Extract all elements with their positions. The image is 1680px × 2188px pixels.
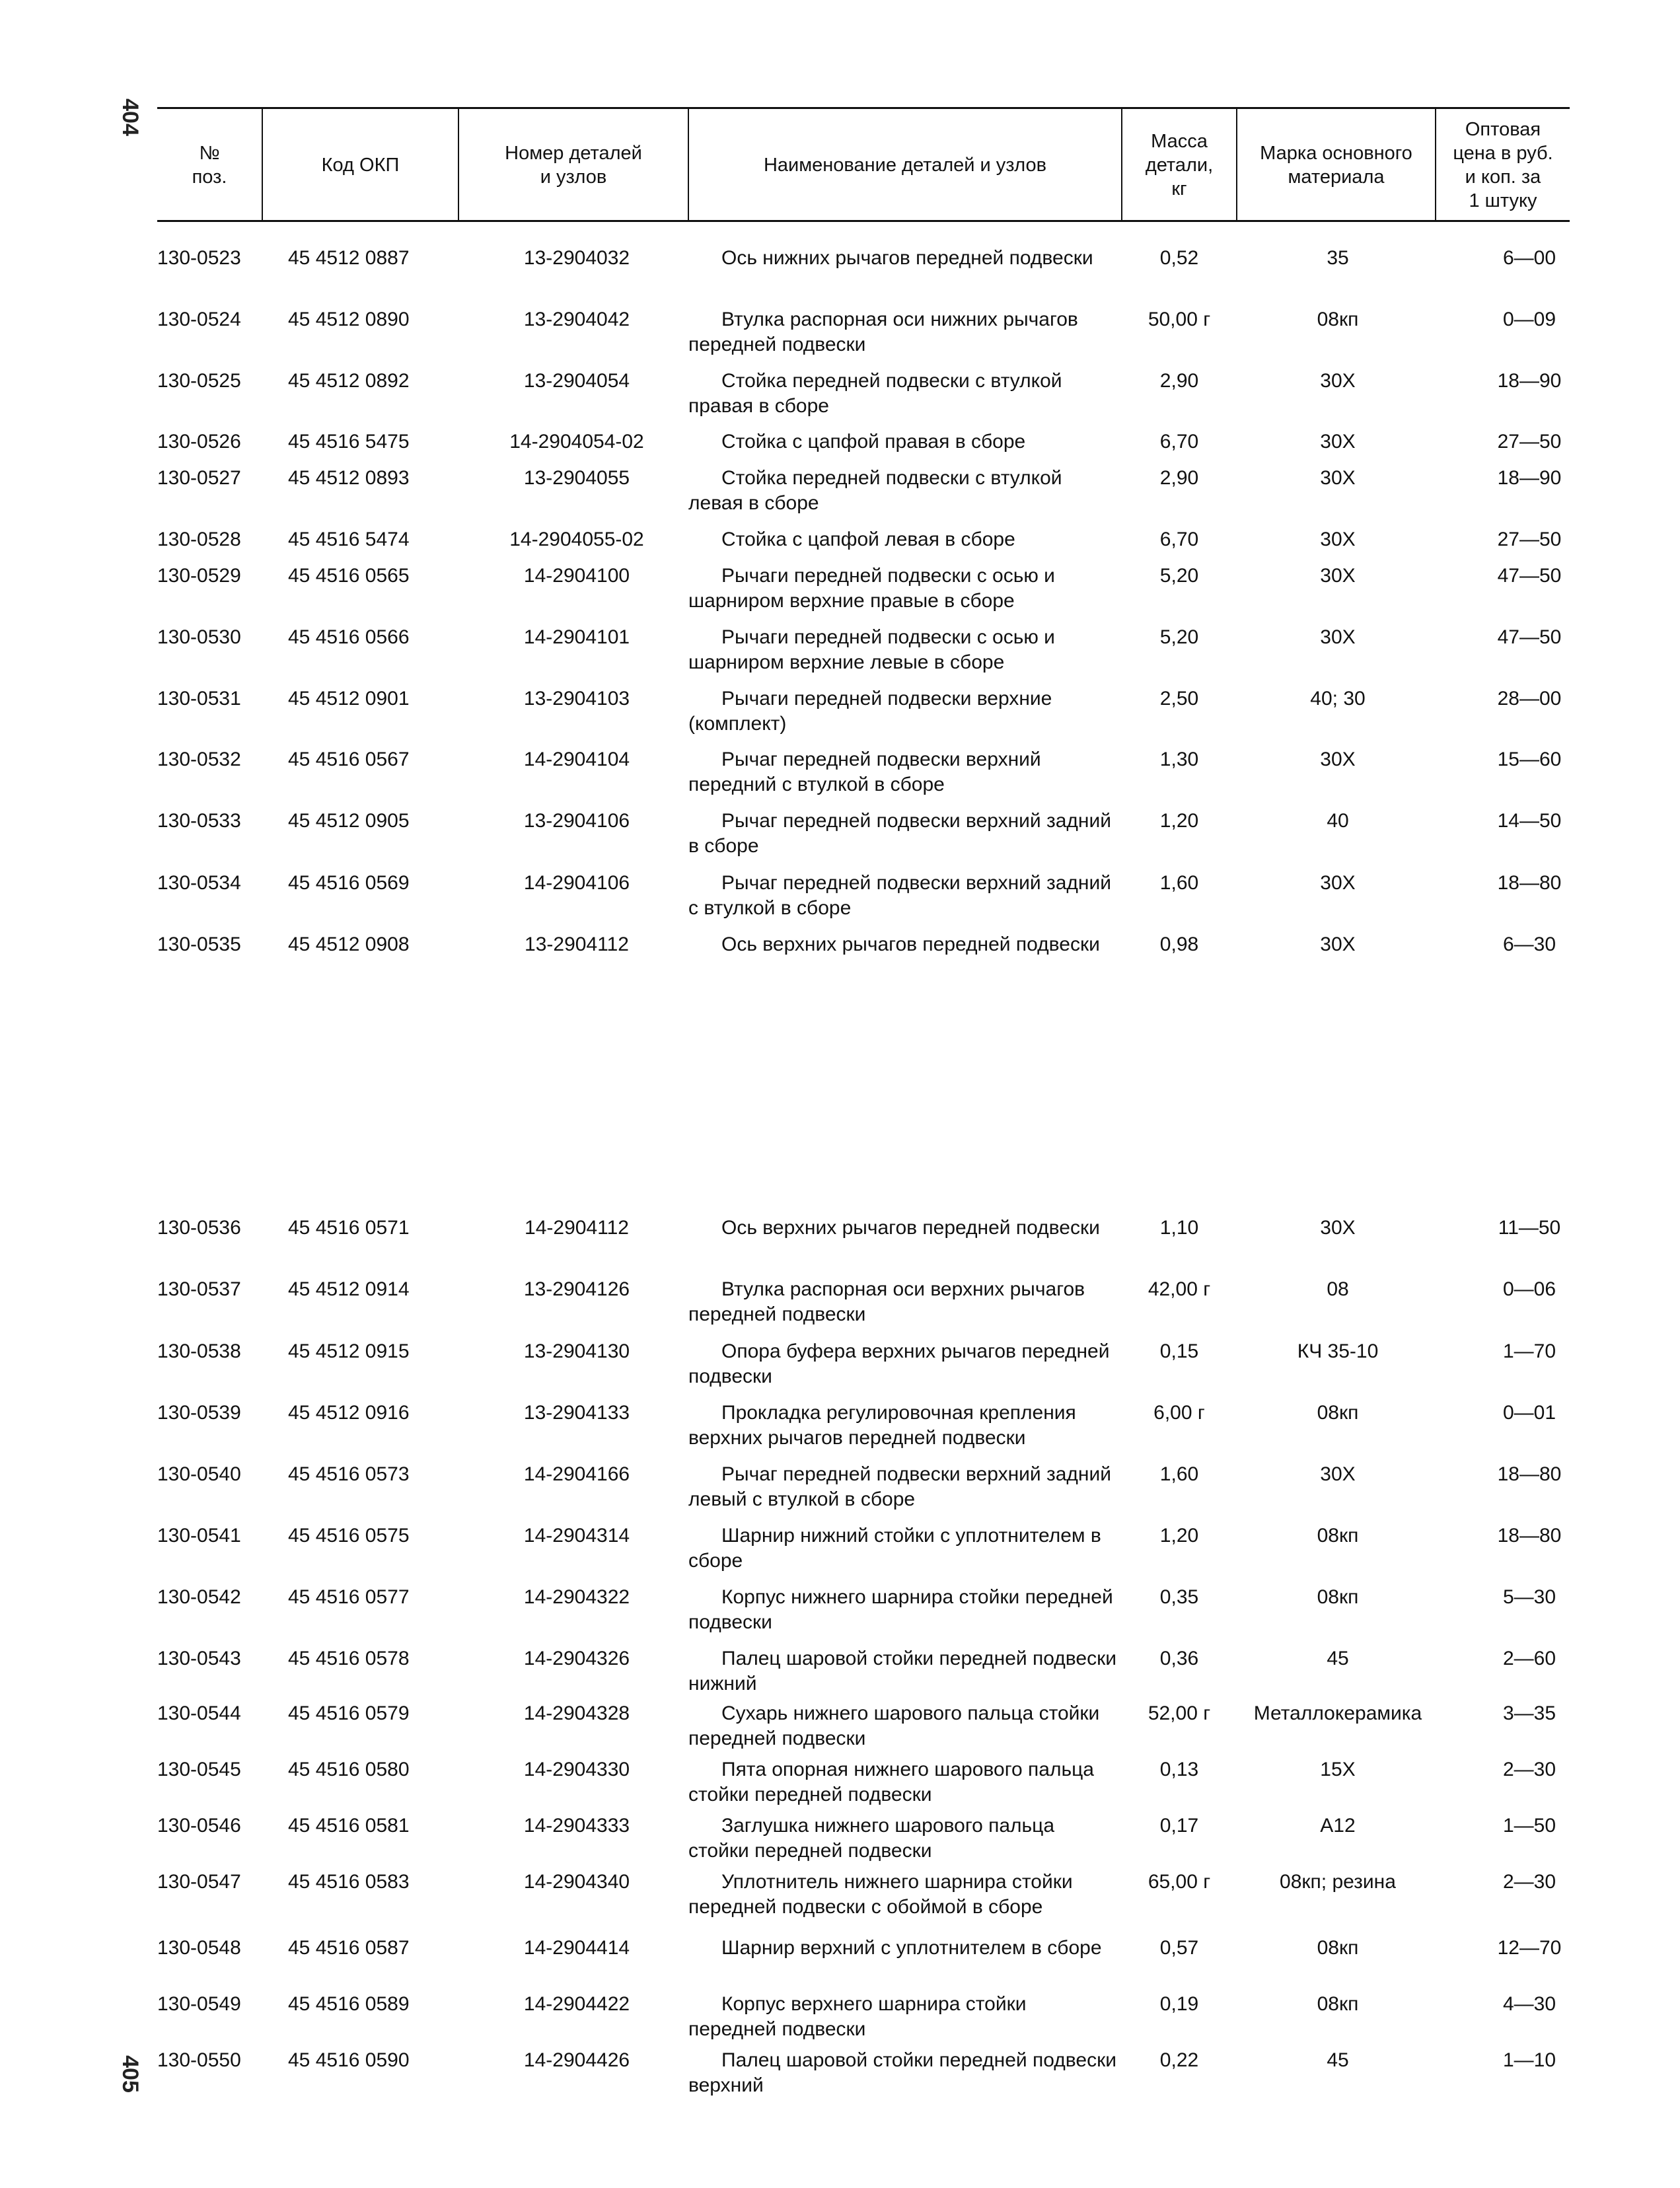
cell-name: Рычаги передней подвески верхние (комплект) [688,688,1052,735]
cell-okp: 45 4512 0905 [288,810,410,832]
cell-pos: 130-0540 [157,1463,241,1485]
cell-price: 18—80 [1497,872,1562,894]
cell-num: 14-2904314 [523,1525,630,1547]
cell-price: 2—30 [1502,1871,1556,1893]
cell-mat: 08кп [1317,1586,1359,1608]
cell-okp: 45 4512 0916 [288,1402,410,1424]
cell-num: 14-2904166 [523,1463,630,1485]
cell-num: 13-2904103 [523,688,630,710]
cell-pos: 130-0544 [157,1702,241,1724]
cell-okp: 45 4516 0580 [288,1759,410,1780]
cell-name: Заглушка нижнего шарового пальца стойки передней подвески [688,1815,1055,1862]
cell-num: 14-2904340 [523,1871,630,1893]
cell-price: 11—50 [1498,1217,1561,1239]
cell-price: 0—09 [1502,309,1556,330]
header-okp: Код ОКП [321,155,400,176]
cell-name: Шарнир верхний с уплотнителем в сборе [721,1937,1102,1959]
cell-num: 14-2904422 [523,1993,630,2015]
header-material: Марка основного материала [1260,143,1412,188]
cell-name: Рычаг передней подвески верхний задний левый с втулкой в сборе [688,1463,1112,1510]
cell-mass: 6,70 [1159,529,1199,550]
cell-pos: 130-0532 [157,748,241,770]
cell-num: 13-2904133 [523,1402,630,1424]
cell-num: 14-2904106 [523,872,630,894]
cell-name: Рычаг передней подвески верхний передний с втулкой в сборе [688,748,1041,795]
cell-okp: 45 4516 0590 [288,2049,410,2071]
cell-num: 13-2904032 [523,247,630,269]
cell-mass: 1,20 [1159,1525,1199,1547]
cell-mat: 30Х [1320,467,1356,489]
cell-price: 27—50 [1497,431,1562,453]
cell-price: 2—30 [1502,1759,1556,1780]
cell-pos: 130-0537 [157,1278,241,1300]
cell-name: Корпус верхнего шарнира стойки передней подвески [688,1993,1027,2040]
cell-mass: 0,19 [1159,1993,1199,2015]
cell-pos: 130-0536 [157,1217,241,1239]
cell-okp: 45 4516 0573 [288,1463,410,1485]
cell-num: 14-2904328 [523,1702,630,1724]
cell-mass: 0,35 [1159,1586,1199,1608]
cell-mat: Металлокерамика [1253,1702,1422,1724]
cell-price: 18—90 [1497,467,1562,489]
cell-okp: 45 4512 0890 [288,309,410,330]
cell-pos: 130-0545 [157,1759,241,1780]
cell-pos: 130-0538 [157,1340,241,1362]
cell-pos: 130-0530 [157,626,241,648]
cell-name: Ось верхних рычагов передней подвески [721,1217,1100,1239]
cell-mass: 2,90 [1159,370,1199,392]
cell-mat: 40 [1327,810,1349,832]
cell-mass: 2,90 [1159,467,1199,489]
cell-mat: 30Х [1320,1463,1356,1485]
cell-name: Стойка передней подвески с втулкой правая в сборе [688,370,1062,417]
cell-mat: 35 [1327,247,1349,269]
cell-pos: 130-0543 [157,1648,241,1669]
cell-mass: 1,20 [1159,810,1199,832]
cell-mass: 2,50 [1159,688,1199,710]
cell-okp: 45 4516 0571 [288,1217,410,1239]
cell-price: 6—30 [1502,933,1556,955]
cell-name: Ось верхних рычагов передней подвески [721,933,1100,955]
cell-okp: 45 4516 5474 [288,529,410,550]
cell-mat: 30Х [1320,1217,1356,1239]
cell-price: 1—70 [1502,1340,1556,1362]
cell-name: Шарнир нижний стойки с уплотнителем в сборе [688,1525,1101,1572]
cell-pos: 130-0523 [157,247,241,269]
cell-num: 14-2904101 [523,626,630,648]
cell-pos: 130-0529 [157,565,241,587]
cell-mass: 52,00 г [1148,1702,1211,1724]
cell-pos: 130-0534 [157,872,241,894]
cell-pos: 130-0525 [157,370,241,392]
cell-price: 18—80 [1497,1525,1562,1547]
cell-mass: 6,70 [1159,431,1199,453]
cell-price: 0—06 [1502,1278,1556,1300]
cell-mat: 45 [1327,2049,1349,2071]
cell-num: 13-2904126 [523,1278,630,1300]
cell-mat: КЧ 35-10 [1297,1340,1379,1362]
cell-num: 14-2904326 [523,1648,630,1669]
cell-num: 14-2904055-02 [509,529,644,550]
cell-pos: 130-0548 [157,1937,241,1959]
cell-name: Пята опорная нижнего шарового пальца стойки передней подвески [688,1759,1094,1805]
cell-name: Втулка распорная оси нижних рычагов передней подвески [688,309,1078,355]
cell-name: Сухарь нижнего шарового пальца стойки передней подвески [688,1702,1100,1749]
cell-name: Рычаг передней подвески верхний задний с втулкой в сборе [688,872,1112,919]
cell-okp: 45 4516 0587 [288,1937,410,1959]
cell-num: 14-2904426 [523,2049,630,2071]
cell-name: Уплотнитель нижнего шарнира стойки передней подвески с обоймой в сборе [688,1871,1073,1918]
cell-mass: 0,52 [1159,247,1199,269]
cell-mass: 6,00 г [1153,1402,1205,1424]
cell-price: 18—80 [1497,1463,1562,1485]
cell-num: 14-2904414 [523,1937,630,1959]
cell-okp: 45 4516 0575 [288,1525,410,1547]
cell-pos: 130-0541 [157,1525,241,1547]
cell-pos: 130-0528 [157,529,241,550]
cell-okp: 45 4512 0901 [288,688,410,710]
cell-num: 14-2904104 [523,748,630,770]
cell-okp: 45 4516 0583 [288,1871,410,1893]
cell-price: 47—50 [1497,565,1562,587]
cell-okp: 45 4512 0915 [288,1340,410,1362]
cell-mass: 0,36 [1159,1648,1199,1669]
cell-mass: 65,00 г [1148,1871,1211,1893]
cell-mass: 1,60 [1159,1463,1199,1485]
cell-num: 13-2904106 [523,810,630,832]
cell-okp: 45 4512 0892 [288,370,410,392]
page-number-bottom: 405 [117,2055,143,2093]
cell-mass: 0,15 [1159,1340,1199,1362]
cell-name: Палец шаровой стойки передней подвески верхний [688,2049,1116,2096]
cell-pos: 130-0549 [157,1993,241,2015]
cell-mass: 42,00 г [1148,1278,1211,1300]
header-number: Номер деталей и узлов [505,143,642,188]
cell-mat: 30Х [1320,370,1356,392]
cell-name: Опора буфера верхних рычагов передней подвески [688,1340,1110,1387]
cell-mat: 15Х [1320,1759,1356,1780]
cell-okp: 45 4516 0567 [288,748,410,770]
cell-okp: 45 4512 0914 [288,1278,410,1300]
cell-price: 14—50 [1497,810,1562,832]
cell-okp: 45 4516 0569 [288,872,410,894]
cell-price: 28—00 [1497,688,1562,710]
cell-num: 14-2904322 [523,1586,630,1608]
cell-price: 1—10 [1502,2049,1556,2071]
cell-name: Стойка с цапфой левая в сборе [721,529,1015,550]
cell-mass: 1,30 [1159,748,1199,770]
cell-mass: 0,13 [1159,1759,1199,1780]
cell-mat: 08кп [1317,1525,1359,1547]
header-pos: № поз. [192,143,227,188]
cell-okp: 45 4516 0579 [288,1702,410,1724]
cell-mat: 30Х [1320,933,1356,955]
cell-mass: 0,22 [1159,2049,1199,2071]
cell-okp: 45 4512 0887 [288,247,410,269]
cell-price: 5—30 [1502,1586,1556,1608]
cell-num: 13-2904130 [523,1340,630,1362]
cell-price: 2—60 [1502,1648,1556,1669]
cell-name: Корпус нижнего шарнира стойки передней подвески [688,1586,1113,1633]
cell-mat: 08 [1327,1278,1349,1300]
cell-okp: 45 4516 5475 [288,431,410,453]
cell-price: 18—90 [1497,370,1562,392]
cell-price: 1—50 [1502,1815,1556,1837]
cell-pos: 130-0524 [157,309,241,330]
cell-mat: 40; 30 [1310,688,1366,710]
cell-pos: 130-0542 [157,1586,241,1608]
cell-price: 27—50 [1497,529,1562,550]
cell-price: 0—01 [1502,1402,1556,1424]
cell-pos: 130-0535 [157,933,241,955]
cell-mass: 5,20 [1159,565,1199,587]
cell-okp: 45 4512 0893 [288,467,410,489]
header-mass: Масса детали, кг [1145,131,1214,200]
cell-mat: А12 [1320,1815,1356,1837]
cell-price: 47—50 [1497,626,1562,648]
cell-price: 3—35 [1502,1702,1556,1724]
cell-okp: 45 4516 0577 [288,1586,410,1608]
cell-price: 4—30 [1502,1993,1556,2015]
cell-pos: 130-0546 [157,1815,241,1837]
cell-price: 12—70 [1497,1937,1562,1959]
cell-pos: 130-0527 [157,467,241,489]
cell-mat: 08кп [1317,309,1359,330]
cell-num: 13-2904055 [523,467,630,489]
cell-mat: 08кп [1317,1993,1359,2015]
cell-mat: 30Х [1320,431,1356,453]
cell-pos: 130-0547 [157,1871,241,1893]
page-number-top: 404 [117,98,143,136]
cell-mass: 1,60 [1159,872,1199,894]
cell-mat: 30Х [1320,748,1356,770]
cell-mass: 1,10 [1159,1217,1199,1239]
cell-name: Втулка распорная оси верхних рычагов передней подвески [688,1278,1085,1325]
cell-mass: 0,17 [1159,1815,1199,1837]
cell-price: 6—00 [1502,247,1556,269]
cell-num: 13-2904112 [525,933,629,955]
cell-mat: 30Х [1320,872,1356,894]
header-price: Оптовая цена в руб. и коп. за 1 штуку [1453,119,1553,211]
cell-name: Прокладка регулировочная крепления верхних рычагов передней подвески [688,1402,1076,1449]
cell-pos: 130-0531 [157,688,241,710]
cell-mass: 0,57 [1159,1937,1199,1959]
cell-name: Ось нижних рычагов передней подвески [721,247,1093,269]
cell-mat: 08кп [1317,1937,1359,1959]
cell-num: 14-2904054-02 [509,431,644,453]
cell-num: 14-2904330 [523,1759,630,1780]
cell-mat: 08кп [1317,1402,1359,1424]
cell-mass: 0,98 [1159,933,1199,955]
cell-pos: 130-0533 [157,810,241,832]
cell-mat: 08кп; резина [1280,1871,1396,1893]
cell-num: 13-2904042 [523,309,630,330]
cell-okp: 45 4516 0565 [288,565,410,587]
cell-mat: 30Х [1320,529,1356,550]
cell-mat: 30Х [1320,565,1356,587]
cell-okp: 45 4516 0566 [288,626,410,648]
cell-num: 14-2904333 [523,1815,630,1837]
cell-okp: 45 4512 0908 [288,933,410,955]
cell-name: Палец шаровой стойки передней подвески нижний [688,1648,1116,1695]
cell-pos: 130-0539 [157,1402,241,1424]
cell-name: Стойка с цапфой правая в сборе [721,431,1026,453]
cell-pos: 130-0526 [157,431,241,453]
cell-okp: 45 4516 0589 [288,1993,410,2015]
cell-mat: 45 [1327,1648,1349,1669]
cell-mat: 30Х [1320,626,1356,648]
cell-name: Рычаги передней подвески с осью и шарниром верхние левые в сборе [688,626,1055,673]
cell-num: 13-2904054 [523,370,630,392]
cell-mass: 50,00 г [1148,309,1211,330]
cell-name: Рычаг передней подвески верхний задний в сборе [688,810,1112,857]
cell-price: 15—60 [1497,748,1562,770]
header-name: Наименование деталей и узлов [763,155,1047,176]
cell-mass: 5,20 [1159,626,1199,648]
cell-num: 14-2904100 [523,565,630,587]
cell-pos: 130-0550 [157,2049,241,2071]
cell-name: Рычаги передней подвески с осью и шарниром верхние правые в сборе [688,565,1055,612]
cell-okp: 45 4516 0581 [288,1815,410,1837]
cell-name: Стойка передней подвески с втулкой левая в сборе [688,467,1062,514]
cell-num: 14-2904112 [525,1217,629,1239]
cell-okp: 45 4516 0578 [288,1648,410,1669]
